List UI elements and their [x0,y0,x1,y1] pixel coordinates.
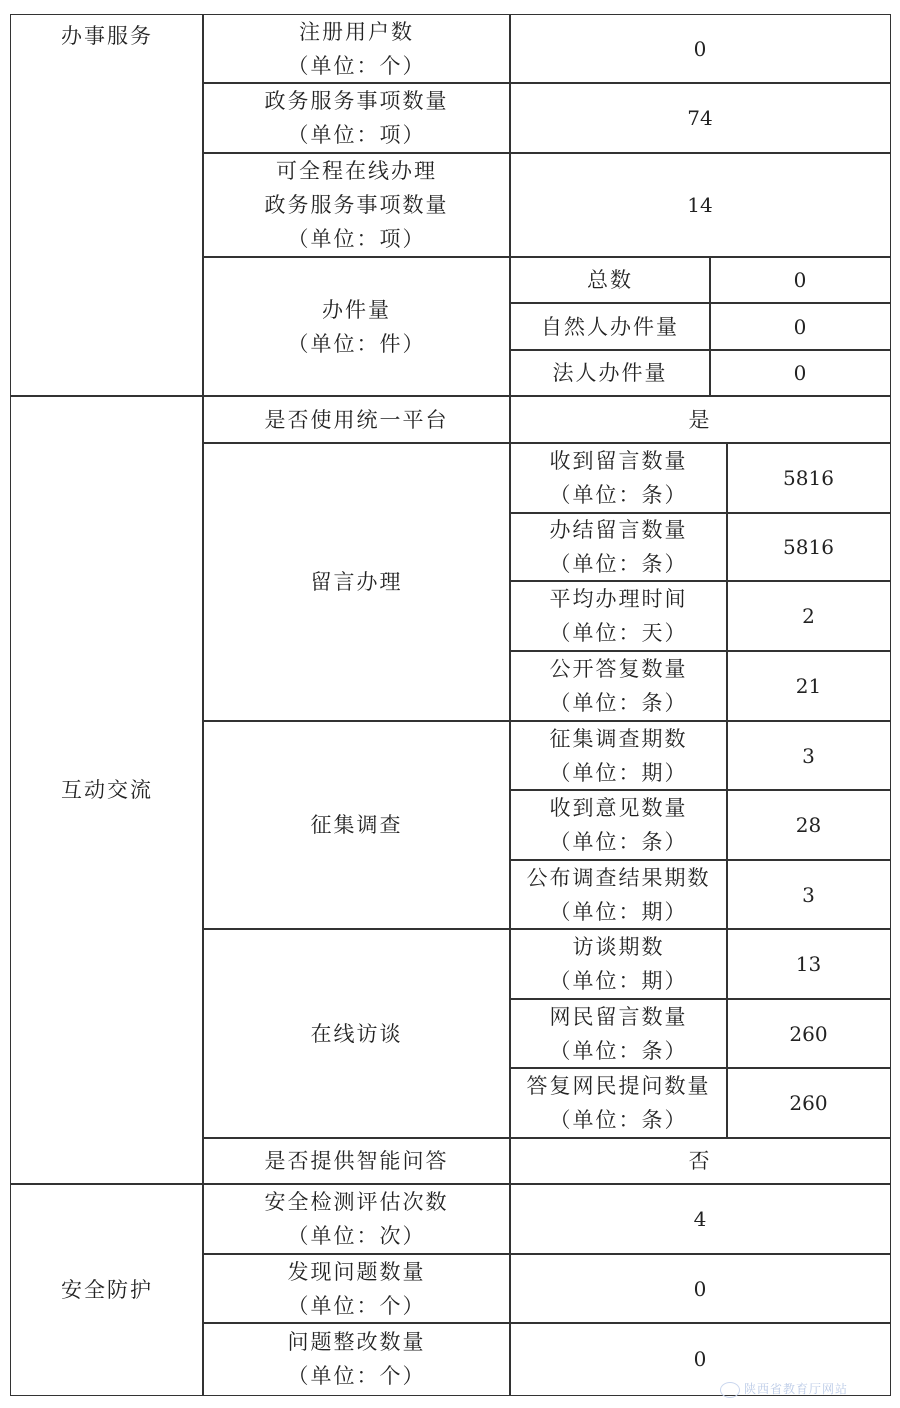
messages-group-label: 留言办理 [202,442,511,722]
section-label-text: 安全防护 [61,1277,153,1302]
handled-row-value: 0 [709,256,891,304]
section-label-text: 互动交流 [61,778,153,802]
unit-line: （单位：条） [549,552,688,576]
interview-row-label [509,998,728,1069]
unit-line: （单位：期） [549,899,688,924]
security-row-value: 0 [509,1253,891,1324]
label-line: 公布调查结果期数 [526,865,711,890]
label-line: 问题整改数量 [287,1330,426,1354]
unit-line: （单位：条） [549,1038,688,1063]
handled-row-value: 0 [709,349,891,397]
smart-qa-value: 否 [509,1137,891,1185]
security-row-label [202,1253,511,1324]
unit-line: （单位：期） [549,969,688,993]
security-row-label [202,1322,511,1396]
items-count-value: 74 [509,82,891,154]
label-line: 政务服务事项数量 [264,89,449,113]
unit-line: （单位：个） [287,54,426,78]
label-line: 收到留言数量 [549,449,688,473]
online-items-value: 14 [509,152,891,258]
unit-line: （单位：次） [287,1224,426,1248]
label-line: 征集调查期数 [549,726,688,751]
interview-row-value: 260 [726,1067,891,1139]
messages-row-value: 2 [726,580,891,652]
handled-row-label: 自然人办件量 [509,302,711,351]
watermark-logo-icon [720,1382,740,1398]
interview-row-label [509,928,728,1000]
survey-row-label [509,859,728,930]
watermark [720,1380,848,1398]
security-row-value: 0 [509,1322,891,1396]
smart-qa-label: 是否提供智能问答 [202,1137,511,1185]
survey-row-value: 3 [726,720,891,791]
survey-group-label: 征集调查 [202,720,511,930]
survey-row-label [509,720,728,791]
label-line: 办结留言数量 [549,518,688,542]
messages-row-value: 21 [726,650,891,722]
handled-row-label: 总数 [509,256,711,304]
label-line: 安全检测评估次数 [264,1190,449,1214]
messages-row-label [509,442,728,514]
label-line: 可全程在线办理 [276,159,437,183]
unified-platform-label: 是否使用统一平台 [202,395,511,444]
section-label-security [10,1183,204,1396]
interview-row-value: 13 [726,928,891,1000]
unit-line: （单位：项） [287,227,426,251]
handled-row-value: 0 [709,302,891,351]
survey-row-value: 28 [726,789,891,861]
label-line: 收到意见数量 [549,796,688,820]
unit-line: （单位：条） [549,691,688,715]
handled-row-label: 法人办件量 [509,349,711,397]
survey-row-label [509,789,728,861]
security-row-label [202,1183,511,1255]
label-line: 网民留言数量 [549,1004,688,1029]
handled-label [202,256,511,397]
label-line: 发现问题数量 [287,1259,426,1284]
section-label-service [10,14,204,397]
label-line: 办件量 [322,297,391,322]
messages-row-label [509,580,728,652]
online-items-label [202,152,511,258]
label-line: 平均办理时间 [549,587,688,611]
unit-line: （单位：期） [549,760,688,785]
messages-row-label [509,512,728,582]
security-row-value: 4 [509,1183,891,1255]
unit-line: （单位：条） [549,483,688,507]
messages-row-label [509,650,728,722]
label-line: 访谈期数 [572,935,665,959]
interview-group-label: 在线访谈 [202,928,511,1139]
messages-row-value: 5816 [726,512,891,582]
interview-row-value: 260 [726,998,891,1069]
label-line: 答复网民提问数量 [526,1074,711,1098]
interview-row-label [509,1067,728,1139]
label-line: 注册用户数 [299,20,414,44]
unified-platform-value: 是 [509,395,891,444]
unit-line: （单位：个） [287,1293,426,1318]
registered-users-value: 0 [509,14,891,84]
label-line: 政务服务事项数量 [264,193,449,217]
unit-line: （单位：个） [287,1364,426,1388]
registered-users-label [202,14,511,84]
watermark-text: 陕西省教育厅网站 [744,1382,849,1396]
unit-line: （单位：项） [287,123,426,147]
survey-row-value: 3 [726,859,891,930]
label-line: 公开答复数量 [549,657,688,681]
section-label-text: 办事服务 [61,24,153,48]
unit-line: （单位：条） [549,830,688,854]
unit-line: （单位：条） [549,1108,688,1132]
items-count-label [202,82,511,154]
messages-row-value: 5816 [726,442,891,514]
section-label-interaction [10,395,204,1185]
unit-line: （单位：天） [549,621,688,645]
unit-line: （单位：件） [287,331,426,356]
